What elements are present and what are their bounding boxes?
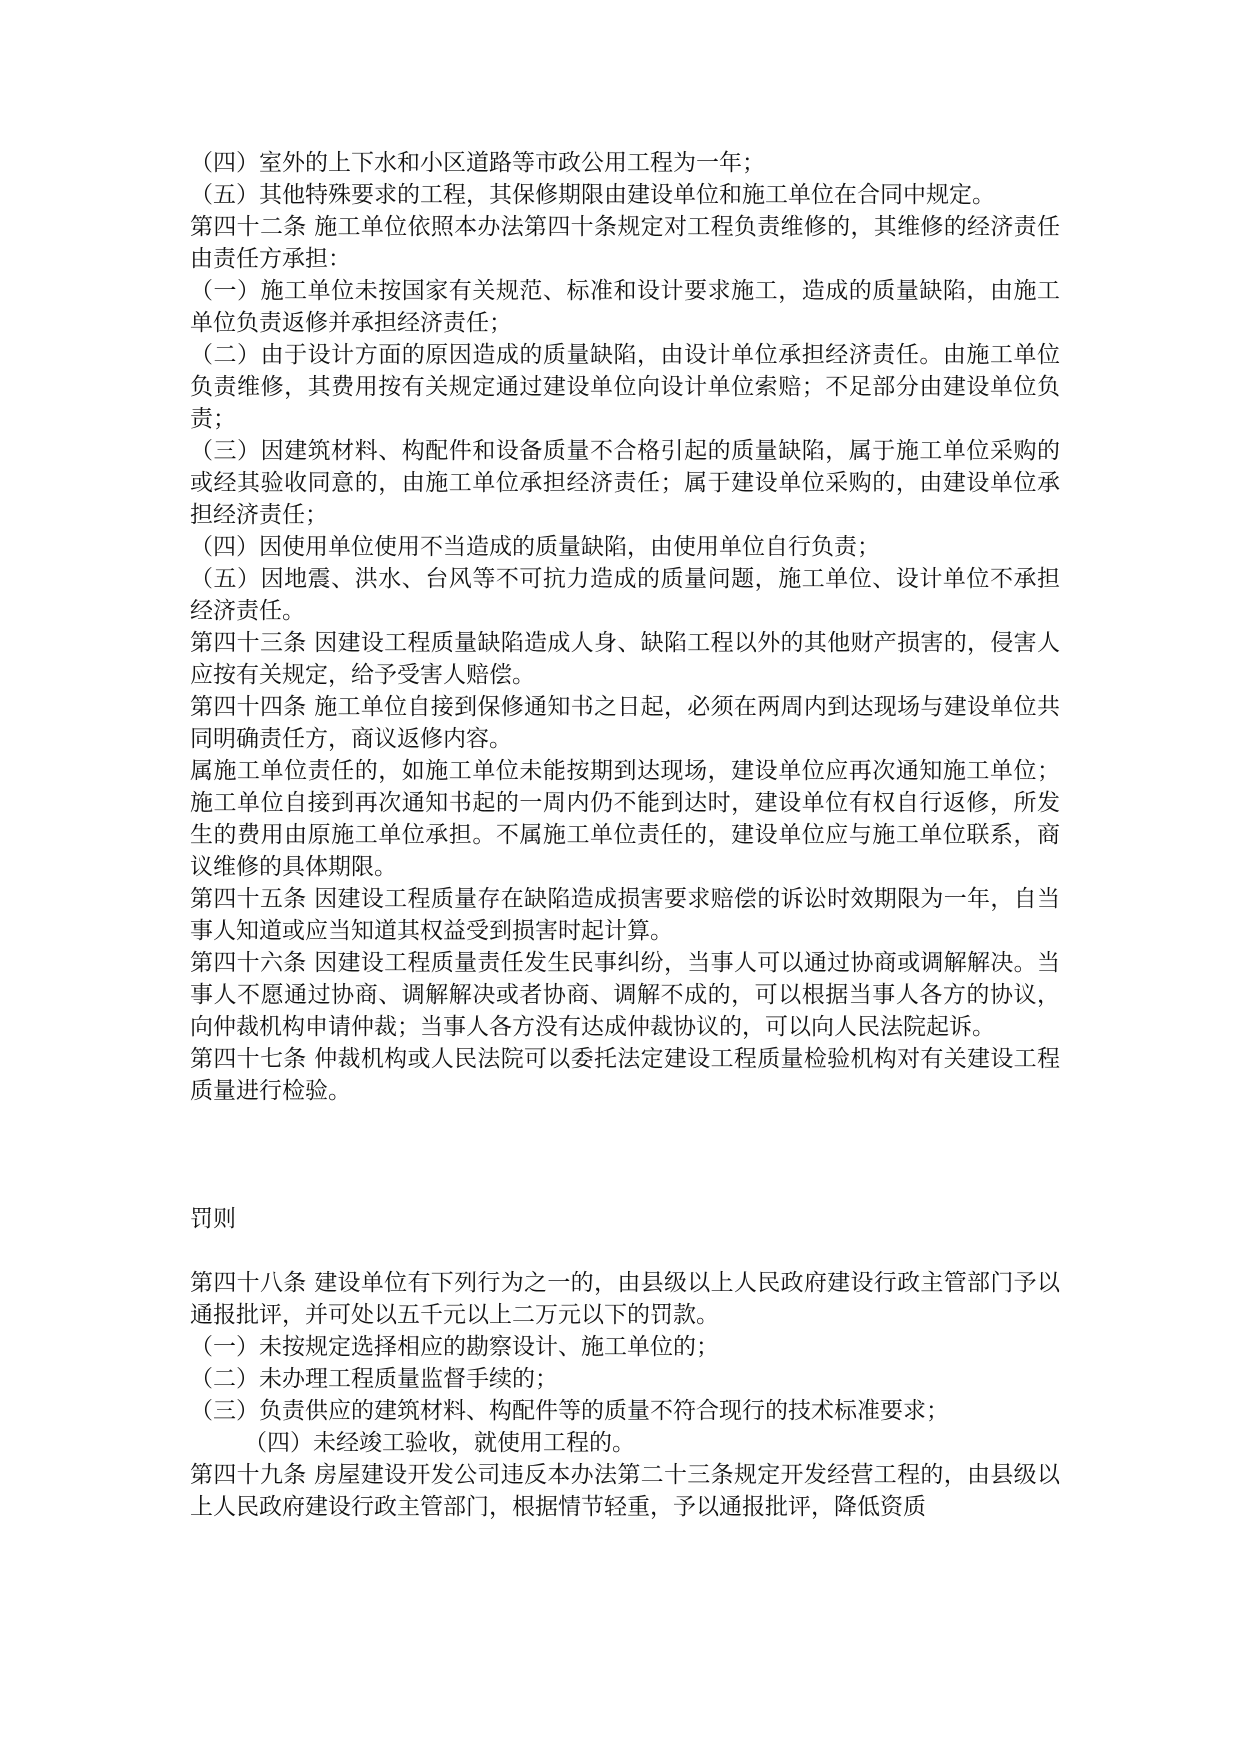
paragraph: （五）因地震、洪水、台风等不可抗力造成的质量问题，施工单位、设计单位不承担经济责任。 [190,566,1060,624]
paragraph: （一）施工单位未按国家有关规范、标准和设计要求施工，造成的质量缺陷，由施工单位负责返修并承担经济责任； [190,278,1060,336]
article-42: 第四十二条 施工单位依照本办法第四十条规定对工程负责维修的，其维修的经济责任由责任方承担： [190,214,1060,272]
article-49: 第四十九条 房屋建设开发公司违反本办法第二十三条规定开发经营工程的，由县级以上人民政府建设行政主管部门，根据情节轻重，予以通报批评，降低资质 [190,1462,1060,1520]
article-44: 第四十四条 施工单位自接到保修通知书之日起，必须在两周内到达现场与建设单位共同明确责任方，商议返修内容。 [190,694,1060,752]
paragraph: （四）因使用单位使用不当造成的质量缺陷，由使用单位自行负责； [190,534,880,560]
document-body [190,147,1060,1523]
article-46: 第四十六条 因建设工程质量责任发生民事纠纷，当事人可以通过协商或调解解决。当事人不愿通过协商、调解解决或者协商、调解不成的，可以根据当事人各方的协议，向仲裁机构申请仲裁；当事人各方没有达成仲裁协议的，可以向人民法院起诉。 [190,950,1060,1040]
paragraph: （四）未经竣工验收，就使用工程的。 [244,1430,635,1456]
article-48: 第四十八条 建设单位有下列行为之一的，由县级以上人民政府建设行政主管部门予以通报批评，并可处以五千元以上二万元以下的罚款。 [190,1270,1060,1328]
paragraph: （二）未办理工程质量监督手续的； [190,1366,558,1392]
paragraph: （一）未按规定选择相应的勘察设计、施工单位的； [190,1334,719,1360]
paragraph: （五）其他特殊要求的工程，其保修期限由建设单位和施工单位在合同中规定。 [190,182,995,208]
article-43: 第四十三条 因建设工程质量缺陷造成人身、缺陷工程以外的其他财产损害的，侵害人应按有关规定，给予受害人赔偿。 [190,630,1060,688]
paragraph: 属施工单位责任的，如施工单位未能按期到达现场，建设单位应再次通知施工单位；施工单位自接到再次通知书起的一周内仍不能到达时，建设单位有权自行返修，所发生的费用由原施工单位承担。不属施工单位责任的，建设单位应与施工单位联系，商议维修的具体期限。 [190,758,1060,880]
paragraph: （四）室外的上下水和小区道路等市政公用工程为一年； [190,150,765,176]
article-45: 第四十五条 因建设工程质量存在缺陷造成损害要求赔偿的诉讼时效期限为一年，自当事人知道或应当知道其权益受到损害时起计算。 [190,886,1060,944]
paragraph: （三）负责供应的建筑材料、构配件等的质量不符合现行的技术标准要求； [190,1398,949,1424]
section-title: 罚则 [190,1206,236,1232]
section-spacer [190,1235,1060,1267]
section-spacer [190,1107,1060,1203]
paragraph: （三）因建筑材料、构配件和设备质量不合格引起的质量缺陷，属于施工单位采购的或经其验收同意的，由施工单位承担经济责任；属于建设单位采购的，由建设单位承担经济责任； [190,438,1060,528]
paragraph: （二）由于设计方面的原因造成的质量缺陷，由设计单位承担经济责任。由施工单位负责维修，其费用按有关规定通过建设单位向设计单位索赔；不足部分由建设单位负责； [190,342,1060,432]
article-47: 第四十七条 仲裁机构或人民法院可以委托法定建设工程质量检验机构对有关建设工程质量进行检验。 [190,1046,1060,1104]
